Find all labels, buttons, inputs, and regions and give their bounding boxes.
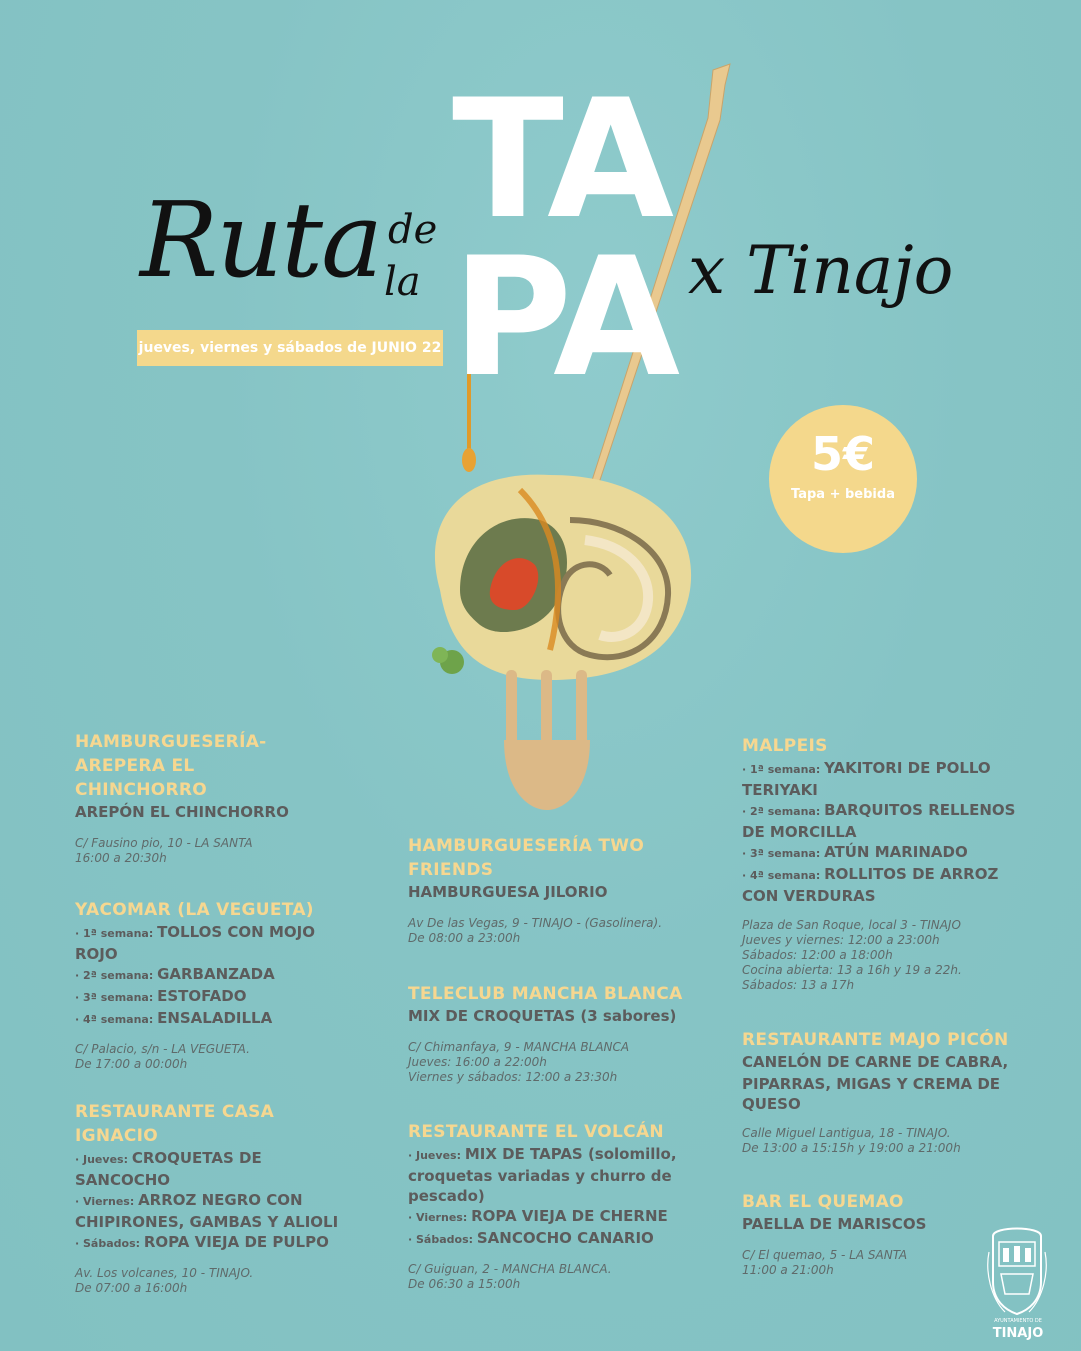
venue-name: RESTAURANTE CASA IGNACIO (75, 1102, 275, 1146)
venue-name: YACOMAR (LA VEGUETA) (75, 900, 314, 920)
venue-name: HAMBURGUESERÍA-AREPERA EL CHINCHORRO (75, 732, 267, 800)
venue-name: TELECLUB MANCHA BLANCA (408, 984, 683, 1004)
venue-dish: · Jueves: CROQUETAS DE SANCOCHO (75, 1149, 262, 1189)
venue-address: C/ Palacio, s/n - LA VEGUETA. De 17:00 a 00:00h (75, 1042, 250, 1071)
venue-dish: · 3ª semana: ATÚN MARINADO (742, 843, 968, 861)
logo-small-text: AYUNTAMIENTO DE (994, 1318, 1042, 1324)
venue-dish: · Viernes: ROPA VIEJA DE CHERNE (408, 1207, 668, 1225)
title-ruta: Ruta (140, 179, 382, 301)
venue-address: C/ Fausino pio, 10 - LA SANTA 16:00 a 20:30h (75, 836, 253, 865)
price-badge (769, 405, 917, 553)
venue-majo-picon (742, 1028, 1032, 1156)
venue-dish: · Sábados: SANCOCHO CANARIO (408, 1229, 654, 1247)
title-ta: TA (452, 64, 671, 255)
venue-dish: AREPÓN EL CHINCHORRO (75, 803, 289, 821)
venue-address: Av De las Vegas, 9 - TINAJO - (Gasolinera). De 08:00 a 23:00h (408, 916, 663, 945)
venue-dish: MIX DE CROQUETAS (3 sabores) (408, 1007, 677, 1025)
venue-dish: · 3ª semana: ESTOFADO (75, 987, 247, 1005)
price-label: Tapa + bebida (791, 487, 895, 502)
venue-malpeis (742, 734, 1032, 993)
venue-dish: HAMBURGUESA JILORIO (408, 883, 608, 901)
title-de: de (388, 207, 438, 253)
venue-casa-ignacio (75, 1100, 345, 1296)
venue-dish: · 4ª semana: ENSALADILLA (75, 1009, 273, 1027)
venue-dish: · Viernes: ARROZ NEGRO CON CHIPIRONES, GAMBAS Y ALIOLI (75, 1191, 339, 1231)
venue-dish: · Sábados: ROPA VIEJA DE PULPO (75, 1233, 329, 1251)
venue-yacomar (75, 898, 350, 1072)
title-pa: PA (452, 222, 677, 413)
title-la: la (384, 259, 421, 305)
logo-name: TINAJO (992, 1326, 1044, 1341)
venue-address: C/ Chimanfaya, 9 - MANCHA BLANCA Jueves: 16:00 a 22:00h Viernes y sábados: 12:00 a 23:30h (408, 1040, 630, 1084)
venue-name: RESTAURANTE MAJO PICÓN (742, 1030, 1009, 1050)
venue-dish: · 1ª semana: TOLLOS CON MOJO ROJO (75, 923, 315, 963)
venue-el-volcan (408, 1120, 698, 1292)
title-x-tinajo: x Tinajo (688, 232, 954, 309)
venue-name: HAMBURGUESERÍA TWO FRIENDS (408, 836, 645, 880)
venue-name: BAR EL QUEMAO (742, 1192, 904, 1212)
venue-two-friends (408, 834, 698, 946)
venue-address: C/ El quemao, 5 - LA SANTA 11:00 a 21:00h (742, 1248, 908, 1277)
venue-address: C/ Guiguan, 2 - MANCHA BLANCA. De 06:30 a 15:00h (408, 1262, 612, 1291)
venue-dish: CANELÓN DE CARNE DE CABRA, PIPARRAS, MIGAS Y CREMA DE QUESO (742, 1053, 1009, 1113)
venue-address: Av. Los volcanes, 10 - TINAJO. De 07:00 a 16:00h (75, 1266, 254, 1295)
price-amount: 5€ (810, 427, 875, 481)
venue-dish: · 2ª semana: BARQUITOS RELLENOS DE MORCILLA (742, 801, 1016, 841)
venue-dish: PAELLA DE MARISCOS (742, 1215, 927, 1233)
venue-dish: · Jueves: MIX DE TAPAS (solomillo, croquetas variadas y churro de pescado) (408, 1145, 677, 1205)
venue-el-chinchorro (75, 730, 305, 866)
dates-banner: jueves, viernes y sábados de JUNIO 22 (137, 330, 443, 366)
venue-address: Plaza de San Roque, local 3 - TINAJO Jueves y viernes: 12:00 a 23:00h Sábados: 12:00 a 18:00h Cocina abierta: 13 a 16h y 19 a 22h. Sábados: 13 a 17h (742, 918, 962, 992)
venue-dish: · 4ª semana: ROLLITOS DE ARROZ CON VERDURAS (742, 865, 999, 905)
venue-el-quemao (742, 1190, 972, 1278)
venue-address: Calle Miguel Lantigua, 18 - TINAJO. De 13:00 a 15:15h y 19:00 a 21:00h (742, 1126, 961, 1155)
venue-name: MALPEIS (742, 736, 828, 756)
venue-teleclub-mancha-blanca (408, 982, 698, 1085)
venue-dish: · 1ª semana: YAKITORI DE POLLO TERIYAKI (742, 759, 991, 799)
venue-dish: · 2ª semana: GARBANZADA (75, 965, 275, 983)
venue-name: RESTAURANTE EL VOLCÁN (408, 1122, 664, 1142)
